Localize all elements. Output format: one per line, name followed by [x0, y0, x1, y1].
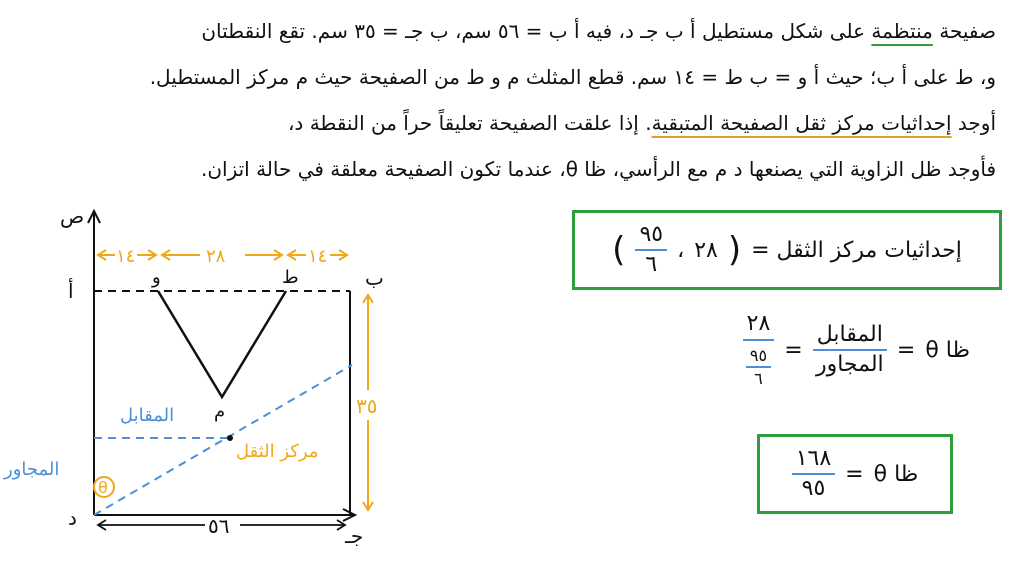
dim-side: ٣٥	[356, 394, 378, 418]
vertex-a: أ	[68, 279, 74, 303]
vertex-b: ب	[365, 266, 384, 290]
result-tan-label: ظا θ	[873, 461, 919, 487]
problem-statement	[21, 8, 996, 192]
label-adjacent: المجاور	[4, 459, 60, 480]
line-dm	[94, 365, 352, 515]
centroid-phrase: إحداثيات مركز ثقل الصفيحة المتبقية	[651, 111, 952, 135]
centroid-x: $\frac{٩٥}{٦}$	[635, 223, 667, 277]
label-centroid: مركز الثقل	[236, 441, 319, 462]
point-m: م	[214, 401, 226, 422]
result-fraction: $\frac{١٦٨}{٩٥}$	[792, 447, 835, 501]
dim-right: ١٤	[308, 246, 328, 267]
angle-theta: θ	[98, 478, 108, 497]
centroid-label: إحداثيات مركز الثقل =	[751, 237, 962, 263]
lamina-diagram	[0, 195, 560, 575]
value-fraction: $\frac{٢٨}{\frac{٩٥}{٦}}$	[743, 312, 775, 387]
centroid-box: إحداثيات مركز الثقل = ( ٢٨ ، $\frac{٩٥}{٦}$ )	[572, 210, 1002, 290]
centroid-y: ٢٨	[694, 237, 718, 263]
y-axis-label: ص	[60, 204, 85, 228]
point-w: و	[152, 267, 161, 288]
tan-equation: ظا θ = $\frac{\text{المقابل}}{\text{المجاور}}$ = $\frac{٢٨}{\frac{٩٥}{٦}}$	[690, 310, 970, 390]
ratio-fraction: $\frac{\text{المقابل}}{\text{المجاور}}$	[813, 323, 887, 377]
point-t: ط	[282, 267, 299, 288]
problem-line-4: فأوجد ظل الزاوية التي يصنعها د م مع الرأسي، ظا θ، عندما تكون الصفيحة معلقة في حالة اتزان.	[200, 157, 996, 181]
dim-bottom: ٥٦	[208, 514, 230, 538]
problem-line-2: و، ط على أ ب؛ حيث أ و = ب ط = ١٤ سم. قطع المثلث م و ط من الصفيحة حيث م مركز المستطيل.	[149, 65, 996, 89]
regular-word: منتظمة	[871, 19, 933, 43]
label-opposite: المقابل	[120, 405, 175, 426]
dim-left: ١٤	[116, 246, 136, 267]
triangle-cut	[158, 291, 286, 397]
result-box: ظا θ = $\frac{١٦٨}{٩٥}$	[757, 434, 953, 514]
vertex-c: جـ	[345, 524, 364, 548]
vertex-d: د	[68, 506, 77, 530]
centroid-point	[227, 435, 233, 441]
dim-mid: ٢٨	[206, 246, 226, 267]
tan-label: ظا θ	[925, 337, 970, 363]
problem-line-1: صفيحة منتظمة على شكل مستطيل أ ب جـ د، فيه أ ب = ٥٦ سم، ب جـ = ٣٥ سم. تقع النقطتان	[201, 19, 996, 43]
problem-line-3: أوجد إحداثيات مركز ثقل الصفيحة المتبقية. إذا علقت الصفيحة تعليقاً حراً من النقطة د،	[287, 111, 996, 135]
